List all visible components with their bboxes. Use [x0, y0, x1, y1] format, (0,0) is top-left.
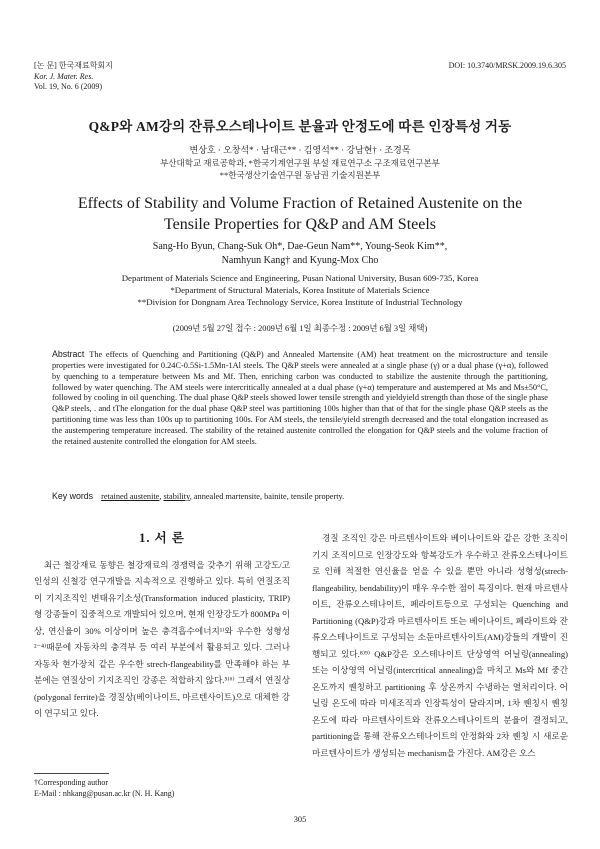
keyword-retained-austenite: retained austenite: [101, 492, 160, 501]
affiliations-korean: [30, 158, 570, 181]
abstract-label: Abstract: [52, 349, 85, 359]
title-korean: Q&P와 AM강의 잔류오스테나이트 분율과 안정도에 따른 인장특성 거동: [88, 119, 512, 134]
authors-en-line: Sang-Ho Byun, Chang-Suk Oh*, Dae-Geun Nam**, Young-Seok Kim**,: [152, 241, 448, 252]
abstract: [52, 349, 548, 448]
abstract-text: The effects of Quenching and Partitioning (Q&P) and Annealed Martensite (AM) heat treatment on the microstructure and tensile properties were investigated for 0.24C-0.5Si-1.5Mn-1Al steels. The Q&P steels were annealed at a single phase (γ) or a dual phase (γ+α), followed by quenching to a temperature between Ms and Mf. Then, enriching carbon was conducted to stabilize the austenite through the partitioning, followed by water quenching. The AM steels were intercritically annealed at a dual phase (γ+α) temperature and austempered at Ms and Ms±50°C, followed by cooling in oil quenching. The dual phase Q&P steels showed lower tensile strength and yieldyield strength than those of the single phase Q&P steels, . and tThe elongation for the dual phase Q&P steel was partitioning 100s higher than that of that for the single phase Q&P steels as the partitioning time was less than 100s up to partitioning 100s. For AM steels, the tensile/yield strength decreased and the total elongation increased as the austempering temperature increased. The stability of the retained austenite controlled the elongation for Q&P steels and the volume fraction of the retained austenite controlled the elongation for AM steels.: [52, 350, 548, 446]
intro-paragraph: 최근 철강재료 동향은 철강재료의 경쟁력을 갖추기 위해 고강도/고인성의 신철강 연구개발을 지속적으로 진행하고 있다. 특히 연질조직이 기지조직인 변태유기소성(Transformation induced plasticity, TRIP)형 강종들이 집중적으로 개발되어 있으며, 현재 인장강도가 800MPa 이상, 연신율이 30% 이상이며 높은 충격흡수에너지¹⁾와 우수한 성형성²⁻⁴⁾때문에 자동차의 충격부 등 여러 부분에서 활용되고 있다. 그러나 자동차 현가장치 같은 우수한 strech-flangeability를 만족해야 하는 부분에는 연질상이 기지조직인 강종은 적합하지 않다.⁵⁾⁶⁾ 그래서 연질상(polygonal ferrite)을 경질상(베이나이트, 마르텐사이트)으로 대체한 강이 연구되고 있다.: [34, 559, 291, 718]
keywords: Key words retained austenite, stability, annealed martensite, bainite, tensile property.: [52, 491, 345, 501]
authors-english: [30, 240, 570, 268]
submission-dates: (2009년 5월 27일 접수 : 2009년 6월 1일 최종수정 : 2009년 6월 3일 채택): [172, 324, 428, 333]
affiliation-en-line: Department of Materials Science and Engineering, Pusan National University, Busan 609-735, Korea: [121, 273, 479, 283]
authors-en-line: Namhyun Kang† and Kyung-Mox Cho: [221, 255, 379, 266]
title-en-line: Effects of Stability and Volume Fraction of Retained Austenite on the: [77, 195, 523, 212]
affiliation-en-line: *Department of Structural Materials, Korea Institute of Materials Science: [170, 285, 430, 295]
left-column: [34, 530, 290, 722]
title-en-line: Tensile Properties for Q&P and AM Steels: [163, 216, 437, 233]
affiliations-english: [30, 272, 570, 308]
affiliation-ko-line: 부산대학교 재료공학과, *한국기계연구원 부설 재료연구소 구조재료연구본부: [160, 158, 440, 168]
keyword-stability: stability: [163, 492, 190, 501]
authors-korean: 변상호 · 오창석* · 남대근** · 김영석** · 강남현† · 조경목: [189, 145, 411, 155]
keywords-label: Key words: [52, 491, 94, 501]
body-paragraph: 경질 조직인 강은 마르텐사이트와 베이나이트와 같은 강한 조직이 기지 조직이므로 인장강도와 항복강도가 우수하고 잔류오스테나이트로 인해 적절한 연신율을 얻을 수 있을 뿐만 아니라 성형성(strech-flangeability, bendability)이 매우 우수한 점이 특징이다. 현재 마르텐사이트, 잔류오스테나이트, 페라이트등으로 구성되는 Quenching and Partitioning (Q&P)강과 마르텐사이트 또는 베이나이트, 페라이트와 잔류오스테나이트로 구성되는 소둔마르텐사이트(AM)강들의 개발이 진행되고 있다.⁸⁾⁹⁾ Q&P강은 오스테나이트 단상영역 어닐링(annealing) 또는 이상영역 어닐링(intercritical annealing)을 마치고 Ms와 Mf 중간 온도까지 퀜칭하고 partitioning 후 상온까지 수냉하는 열처리이다. 어닐링 온도에 따라 미세조직과 인장특성이 달라지며, 1차 퀜칭시 퀜칭온도에 따라 마르텐사이트와 잔류오스테나이트의 분율이 결정되고, partitioning을 통해 잔류오스테나이트의 안정화와 2차 퀜칭 시 새로운 마르텐사이트가 생성되는 mechanism을 가진다. AM강은 오스: [312, 533, 568, 758]
corresponding-author-note: †Corresponding author: [34, 778, 108, 787]
corresponding-email: E-Mail : nhkang@pusan.ac.kr (N. H. Kang): [34, 789, 175, 798]
journal-header: [34, 61, 113, 93]
keywords-rest: , annealed martensite, bainite, tensile property.: [189, 492, 345, 501]
doi: DOI: 10.3740/MRSK.2009.19.6.305: [448, 61, 566, 70]
journal-volume: Vol. 19, No. 6 (2009): [34, 82, 103, 91]
affiliation-en-line: **Division for Dongnam Area Technology Service, Korea Institute of Industrial Technology: [137, 297, 463, 307]
footnote: [34, 777, 174, 799]
section-heading-introduction: 1. 서 론: [139, 531, 185, 545]
journal-name-en: Kor. J. Mater. Res.: [34, 71, 94, 81]
footnote-divider: [34, 773, 109, 774]
affiliation-ko-line: **한국생산기술연구원 동남권 기술지원본부: [219, 169, 381, 180]
journal-name-ko: [논 문] 한국재료학회지: [34, 61, 113, 70]
title-english: [30, 193, 570, 235]
right-column: [312, 530, 568, 761]
page-number: 305: [293, 815, 307, 824]
